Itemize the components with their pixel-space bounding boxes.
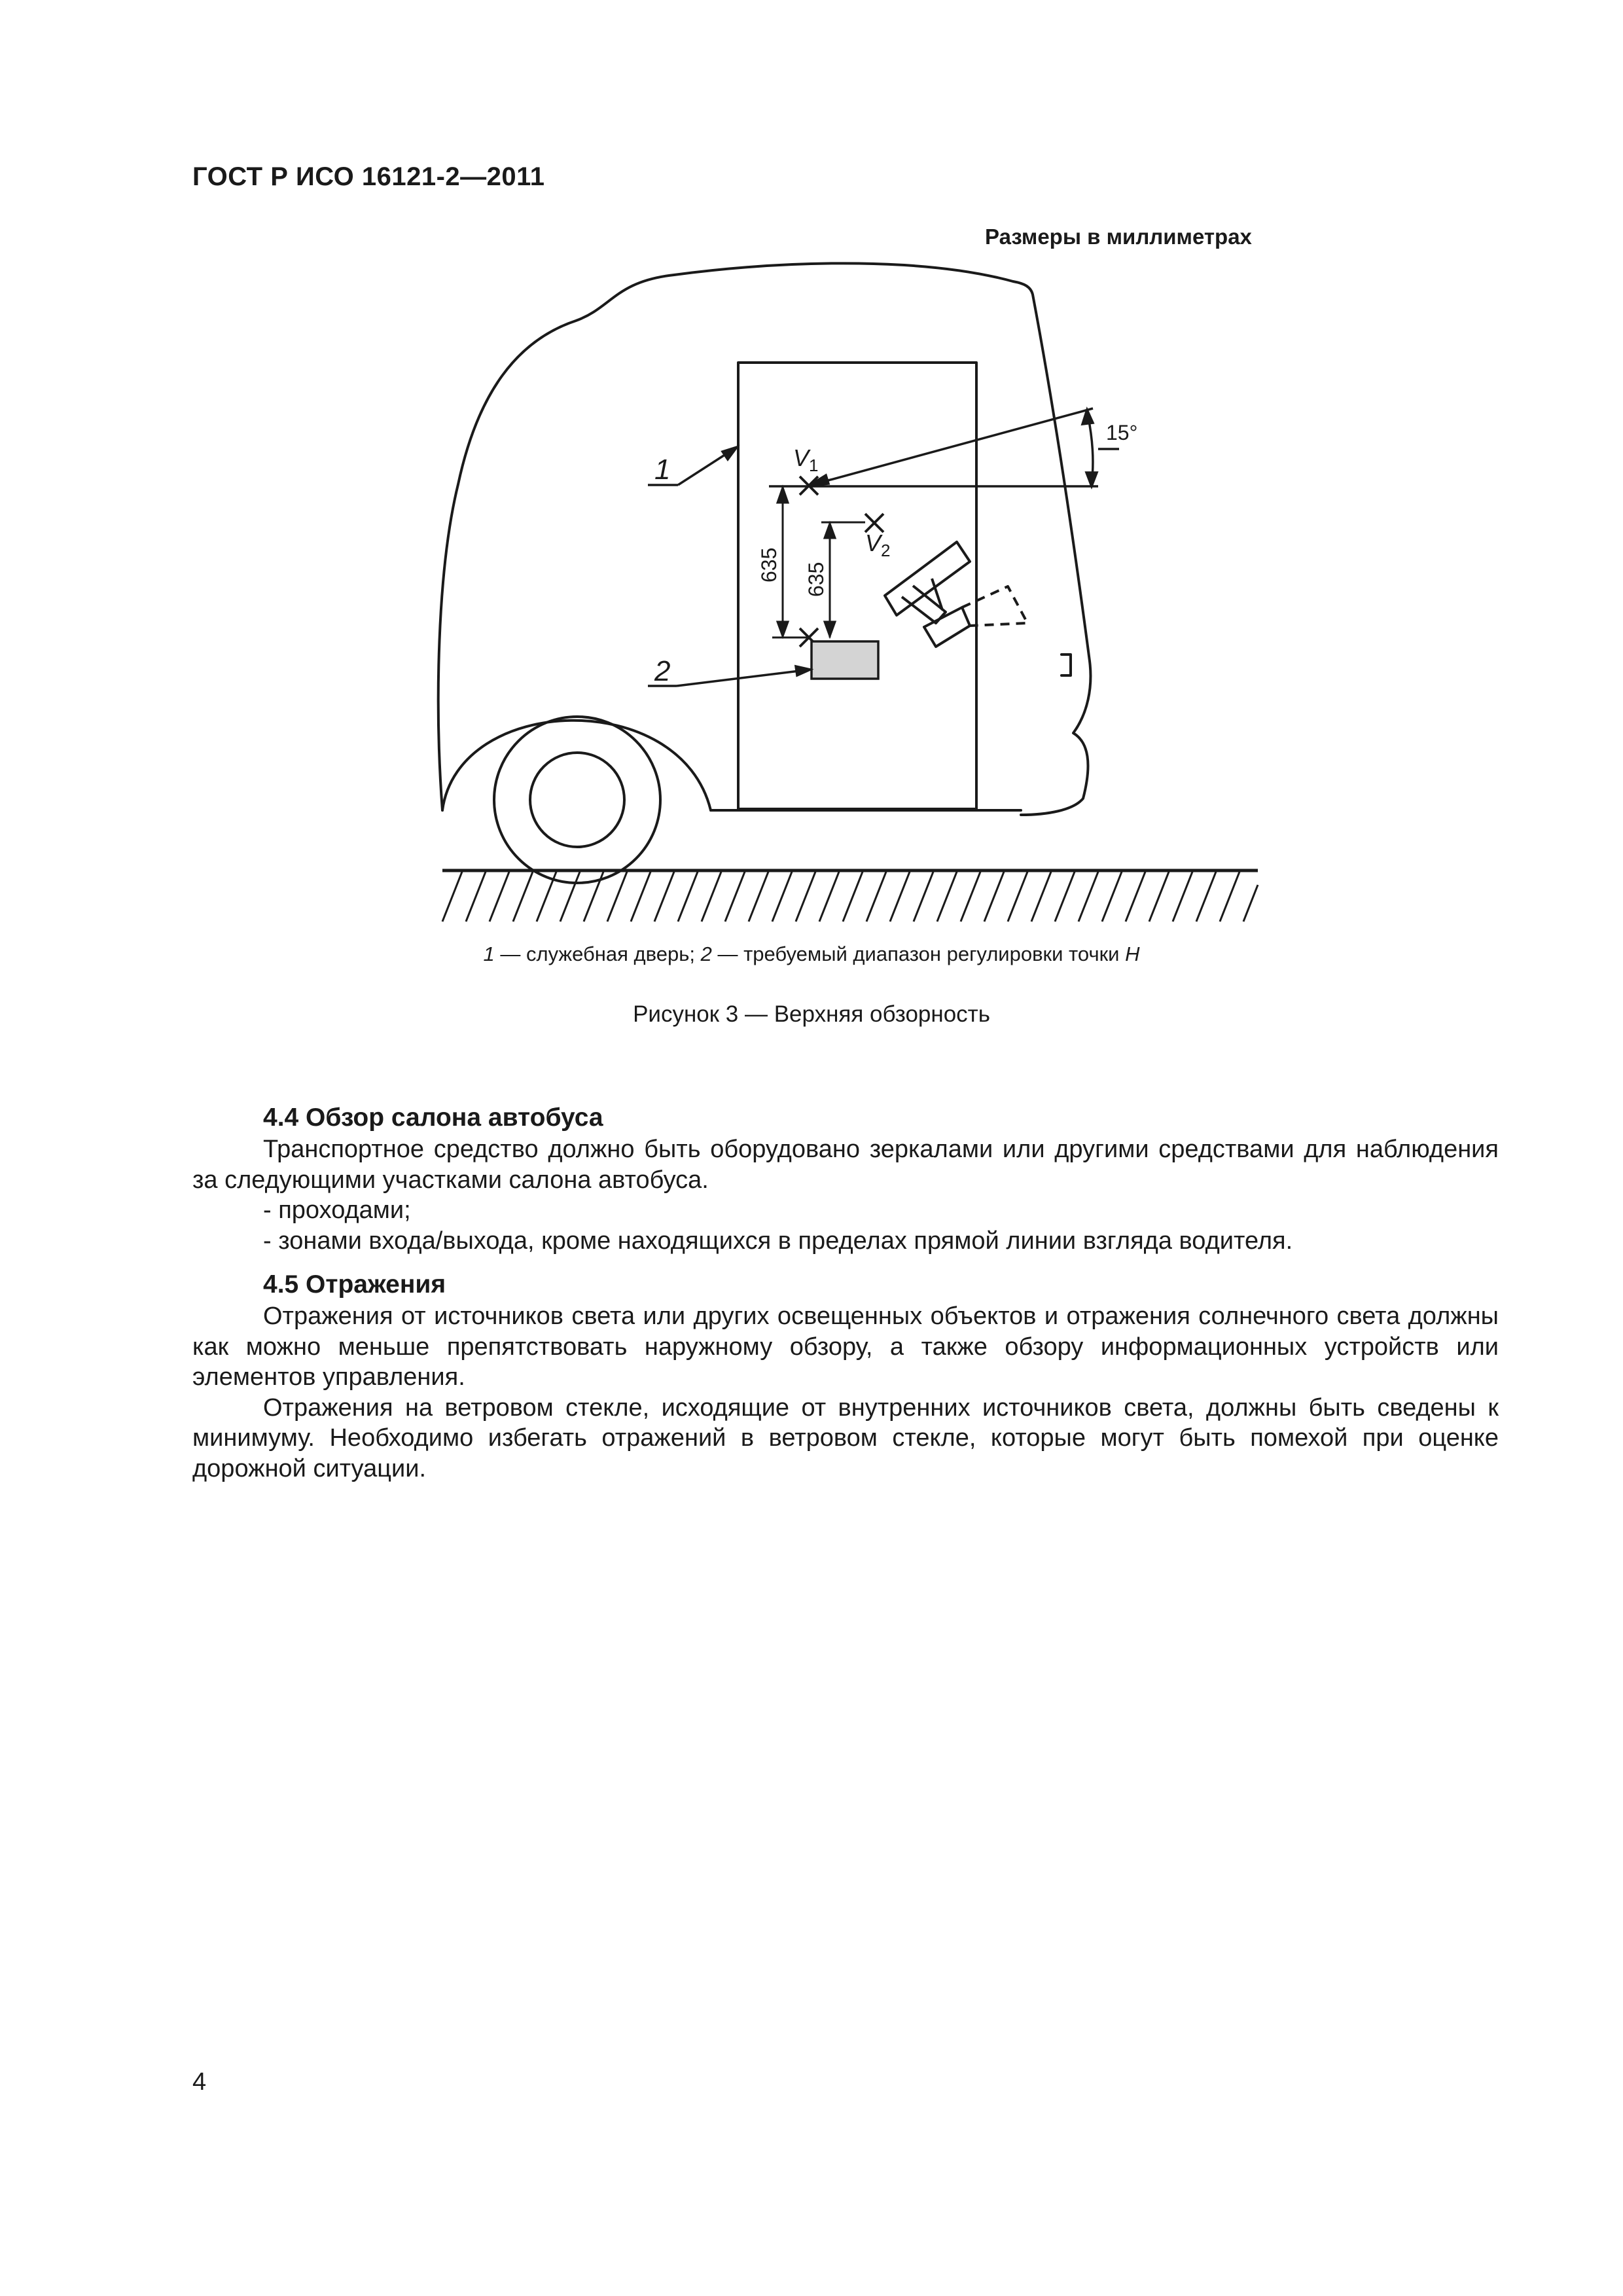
section-4-4 xyxy=(192,1102,1499,1256)
wheel-outer xyxy=(494,717,660,883)
h-point-range-box xyxy=(812,641,878,679)
sight-line xyxy=(809,408,1093,486)
figure-legend xyxy=(0,942,1623,966)
ground-hatching xyxy=(442,872,1258,922)
section-4-5 xyxy=(192,1268,1499,1484)
legend-item-1-text: — служебная дверь; xyxy=(494,942,701,965)
paragraph: Отражения на ветровом стекле, исходящие от внутренних источников света, должны быть сведены к минимуму. Необходимо избегать отражений в ветровом стекле, которые могут быть помехой при оценке дорожной ситуации. xyxy=(192,1393,1499,1482)
legend-h-symbol: H xyxy=(1125,942,1140,965)
v1-label: $V_1$ xyxy=(793,444,819,475)
section-heading: 4.5 Отражения xyxy=(263,1270,446,1299)
figure-upward-visibility xyxy=(419,255,1283,929)
list-item: - проходами; xyxy=(263,1196,411,1224)
dimension-label-right: 635 xyxy=(804,562,828,597)
wheel-inner xyxy=(530,753,624,847)
callout-1-label: 1 xyxy=(654,454,671,486)
dimension-label-left: 635 xyxy=(757,547,781,583)
list-item: - зонами входа/выхода, кроме находящихся в пределах прямой линии взгляда водителя. xyxy=(263,1227,1293,1255)
bus-lamp xyxy=(1061,655,1071,675)
steering-wheel-icon xyxy=(885,542,1027,647)
callout-2-leader xyxy=(677,670,810,686)
paragraph: Отражения от источников света или других освещенных объектов и отражения солнечного света должны как можно меньше препятствовать наружному обзору, а также обзору информационных устройств или элементов управления. xyxy=(192,1302,1499,1391)
legend-item-1-number: 1 xyxy=(483,942,495,965)
angle-label: 15° xyxy=(1106,421,1138,444)
dimension-lines xyxy=(772,486,865,637)
service-door xyxy=(738,363,976,809)
wheel-arch xyxy=(442,721,711,810)
bus-body-outline xyxy=(438,263,1091,815)
v2-label: $V_2$ xyxy=(865,529,891,560)
legend-item-2-text: — требуемый диапазон регулировки точки xyxy=(711,942,1126,965)
callout-2-label: 2 xyxy=(654,655,671,687)
page-number: 4 xyxy=(192,2068,207,2096)
section-heading: 4.4 Обзор салона автобуса xyxy=(263,1103,603,1132)
dimensions-note: Размеры в миллиметрах xyxy=(985,224,1252,249)
document-header: ГОСТ Р ИСО 16121-2—2011 xyxy=(192,162,545,191)
legend-item-2-number: 2 xyxy=(700,942,712,965)
figure-caption: Рисунок 3 — Верхняя обзорность xyxy=(633,1001,990,1027)
paragraph: Транспортное средство должно быть оборудовано зеркалами или другими средствами для наблюдения за следующими участками салона автобуса. xyxy=(192,1136,1499,1194)
